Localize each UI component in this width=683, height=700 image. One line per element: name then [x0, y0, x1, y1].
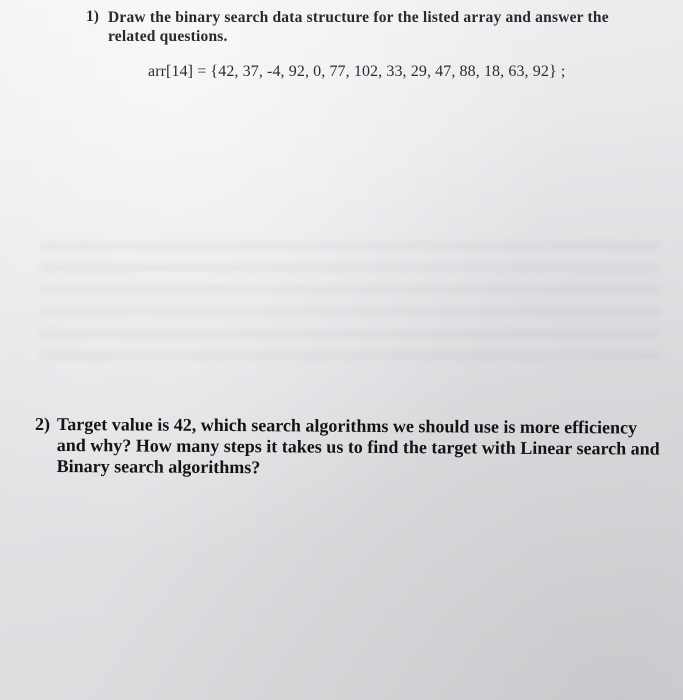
question-1-array-line: arr[14] = {42, 37, -4, 92, 0, 77, 102, 33, 29, 47, 88, 18, 63, 92} ;: [148, 63, 566, 80]
paper-bleed-through: [40, 240, 660, 360]
question-2-text: Target value is 42, which search algorithms we should use is more efficiency and why? How many steps it takes us to find the target with Linear search and Binary search algorithms?: [56, 414, 660, 478]
question-1-text: Draw the binary search data structure for the listed array and answer the related questions.: [108, 9, 609, 45]
question-2-number: 2): [35, 414, 50, 434]
question-1-number: 1): [86, 8, 99, 25]
